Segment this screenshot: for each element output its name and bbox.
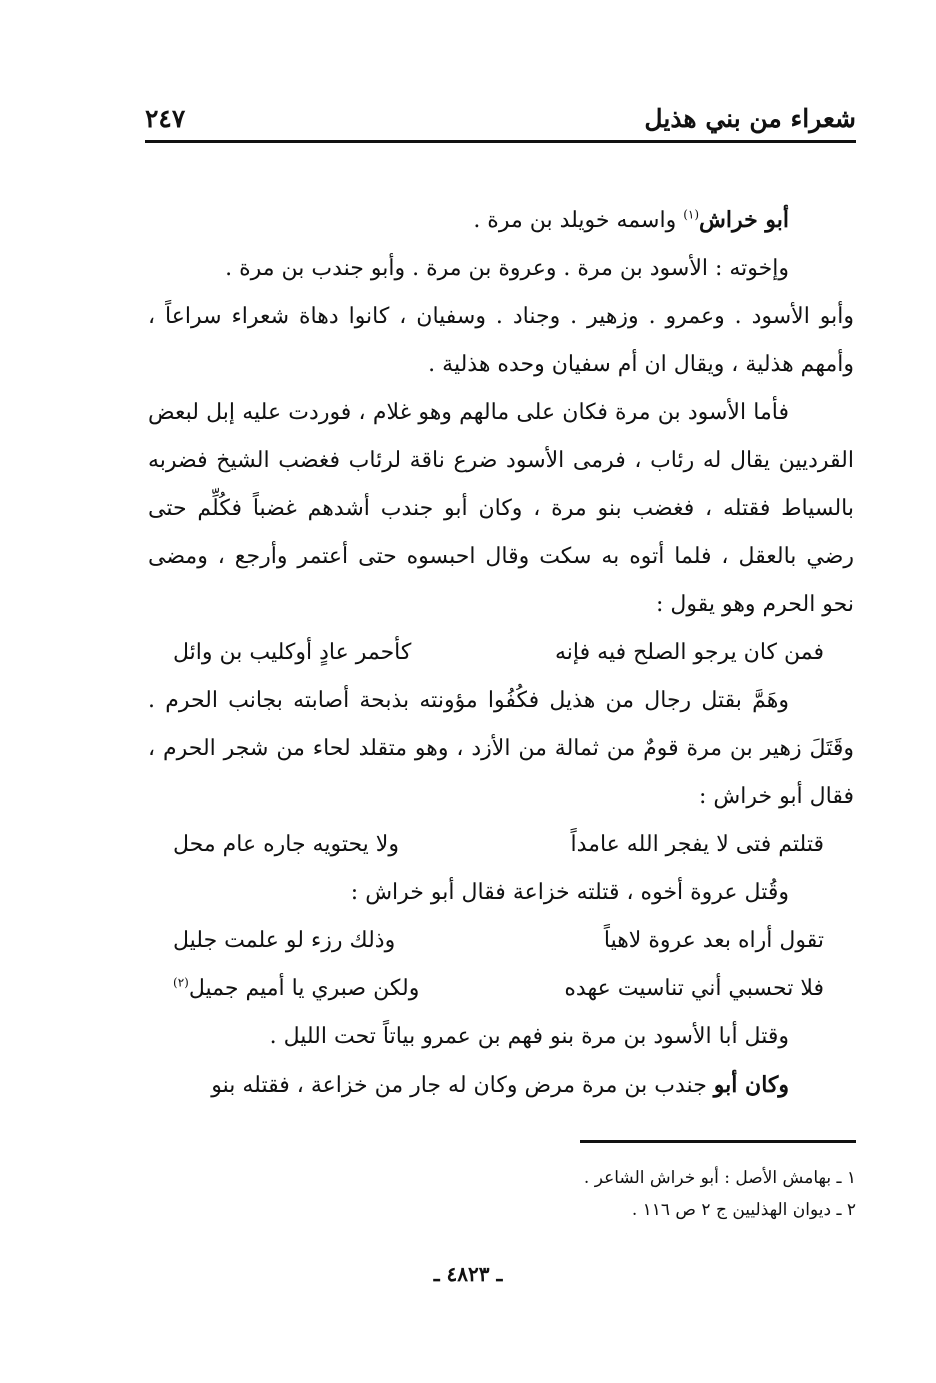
verse-1-second-hemistich: كأحمر عادٍ أوكليب بن وائل [173,640,412,665]
verse-line-1 [148,629,854,677]
verse-line-3 [148,917,854,965]
verse-line-2 [148,821,854,869]
main-text [148,196,854,1110]
verse-4-first-hemistich: فلا تحسبي أني تناسيت عهده [564,976,824,1001]
verse-3-first-hemistich: تقول أراه بعد عروة لاهياً [603,928,824,953]
paragraph-aswad: فأما الأسود بن مرة فكان على مالهم وهو غلام ، فوردت عليه إبل لبعض القرديين يقال له رئاب ، فرمى الأسود ضرع ناقة لرئاب فغضب الشيخ فضربه بالسياط فقتله ، فغضب بنو مرة ، وكان أبو جندب أشدهم غضباً فكُلِّم حتى رضي بالعقل ، فلما أتوه به سكت وقال احبسوه حتى أعتمر وأرجع ، ومضى نحو الحرم وهو يقول : [148,400,854,617]
intro-text: واسمه خويلد بن مرة . [473,208,684,233]
verse-3-second-hemistich: وذلك رزء لو علمت جليل [173,928,396,953]
paragraph-lead-bold: وكان أبو [713,1072,789,1098]
page-number: ٢٤٧ [145,103,186,133]
footnote-2: ٢ ـ ديوان الهذليين ج ٢ ص ١١٦ . [631,1200,856,1220]
paragraph-abu-aswad: وقتل أبا الأسود بن مرة بنو فهم بن عمرو بياتاً تحت الليل . [269,1024,789,1049]
paragraph-brothers-1: وإخوته : الأسود بن مرة . وعروة بن مرة . وأبو جندب بن مرة . [225,256,789,281]
verse-2-first-hemistich: قتلتم فتى لا يفجر الله عامداً [570,832,824,857]
poet-name: أبو خراش [699,207,789,233]
verse-4-second-hemistich [173,965,419,1013]
verse-1-first-hemistich: فمن كان يرجو الصلح فيه فإنه [555,640,824,665]
print-page-number: ـ ٤٨٢٣ ـ [433,1262,503,1286]
running-title: شعراء من بني هذيل [644,103,856,133]
paragraph-abu-jundab-text: جندب بن مرة مرض وكان له جار من خزاعة ، فقتله بنو [211,1073,714,1098]
paragraph-urwa: وقُتل عروة أخوه ، قتلته خزاعة فقال أبو خراش : [350,880,789,905]
paragraph-intro [148,196,854,245]
paragraph-abu-jundab [148,1061,854,1110]
footnote-rule [580,1140,856,1143]
footnote-ref-2: (٢) [173,975,189,990]
footnotes [148,1162,856,1226]
paragraph-zuhair: وهَمَّ بقتل رجال من هذيل فكُفُوا مؤونته بذبحة أصابته بجانب الحرم . وقَتَلَ زهير بن مرة قومٌ من ثمالة من الأزد ، وهو متقلد لحاء من شجر الحرم ، فقال أبو خراش : [148,688,854,809]
paragraph-brothers-2: وأبو الأسود . وعمرو . وزهير . وجناد . وسفيان ، كانوا دهاة شعراء سراعاً ، وأمهم هذلية ، ويقال ان أم سفيان وحده هذلية . [148,304,854,377]
verse-4-second-text: ولكن صبري يا أميم جميل [188,976,420,1001]
verse-2-second-hemistich: ولا يحتويه جاره عام محل [173,832,399,857]
verse-line-4 [148,965,854,1013]
page-header [145,98,856,138]
footnote-ref-1: (١) [683,207,700,222]
header-rule [145,140,856,143]
footnote-1: ١ ـ بهامش الأصل : أبو خراش الشاعر . [583,1168,856,1188]
